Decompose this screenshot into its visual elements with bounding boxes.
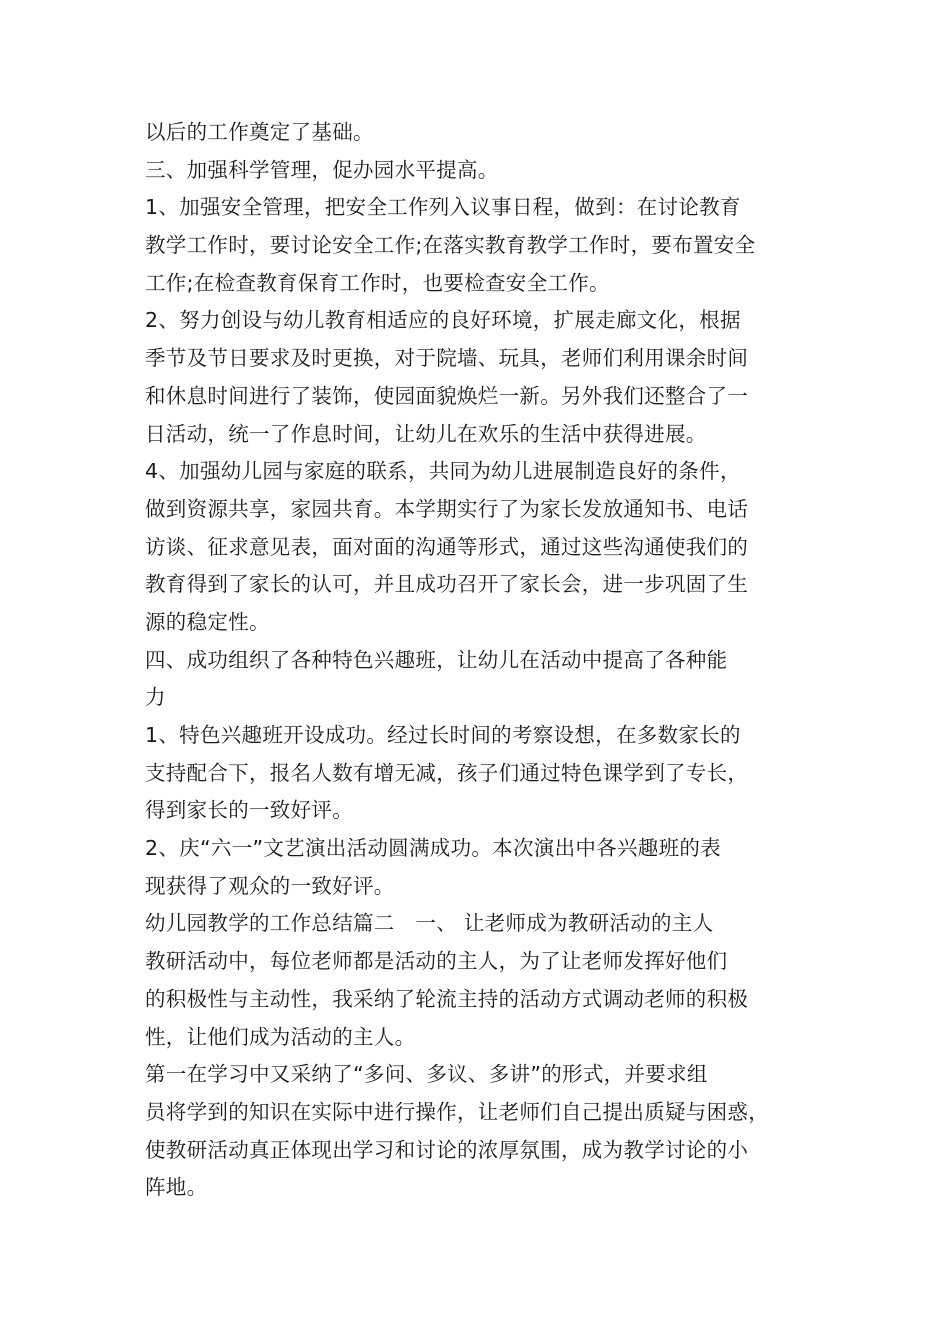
text-line: 2、努力创设与幼儿教育相适应的良好环境，扩展走廊文化，根据 xyxy=(145,308,741,333)
text-line: 季节及节日要求及时更换，对于院墙、玩具，老师们利用课余时间 xyxy=(145,346,749,371)
text-line: 的积极性与主动性，我采纳了轮流主持的活动方式调动老师的积极 xyxy=(145,986,749,1011)
text-line: 做到资源共享，家园共育。本学期实行了为家长发放通知书、电话 xyxy=(145,496,749,521)
text-line: 2、庆“六一”文艺演出活动圆满成功。本次演出中各兴趣班的表 xyxy=(145,836,721,861)
text-line: 教育得到了家长的认可，并且成功召开了家长会，进一步巩固了生 xyxy=(145,572,749,597)
text-line: 1、加强安全管理，把安全工作列入议事日程，做到：在讨论教育 xyxy=(145,195,741,220)
document-body xyxy=(145,114,815,1207)
text-line: 1、特色兴趣班开设成功。经过长时间的考察设想，在多数家长的 xyxy=(145,723,741,747)
section-heading: 四、成功组织了各种特色兴趣班，让幼儿在活动中提高了各种能 xyxy=(145,647,728,672)
section-heading: 三、加强科学管理，促办园水平提高。 xyxy=(145,157,499,182)
text-line: 工作;在检查教育保育工作时，也要检查安全工作。 xyxy=(145,270,610,295)
text-line: 和休息时间进行了装饰，使园面貌焕烂一新。另外我们还整合了一 xyxy=(145,383,749,408)
text-line: 第一在学习中又采纳了“多问、多议、多讲”的形式，并要求组 xyxy=(145,1062,708,1087)
text-line: 得到家长的一致好评。 xyxy=(145,798,353,823)
text-line: 支持配合下，报名人数有增无减，孩子们通过特色课学到了专长， xyxy=(145,760,749,785)
text-line: 现获得了观众的一致好评。 xyxy=(145,873,395,898)
text-line: 员将学到的知识在实际中进行操作，让老师们自己提出质疑与困惑， xyxy=(145,1099,769,1124)
text-line: 4、加强幼儿园与家庭的联系，共同为幼儿进展制造良好的条件， xyxy=(145,459,741,484)
section-heading: 力 xyxy=(145,685,166,710)
text-line: 阵地。 xyxy=(145,1175,208,1200)
text-line: 源的稳定性。 xyxy=(145,609,270,634)
text-line: 访谈、征求意见表，面对面的沟通等形式，通过这些沟通使我们的 xyxy=(145,534,749,559)
article-title: 幼儿园教学的工作总结篇二 一、 让老师成为教研活动的主人 xyxy=(145,911,714,936)
text-line: 教学工作时，要讨论安全工作;在落实教育教学工作时，要布置安全 xyxy=(145,233,756,258)
text-line: 日活动，统一了作息时间，让幼儿在欢乐的生活中获得进展。 xyxy=(145,421,707,446)
text-line: 以后的工作奠定了基础。 xyxy=(145,120,374,144)
text-line: 性，让他们成为活动的主人。 xyxy=(145,1024,416,1049)
text-line: 教研活动中，每位老师都是活动的主人，为了让老师发挥好他们 xyxy=(145,949,728,974)
text-line: 使教研活动真正体现出学习和讨论的浓厚氛围，成为教学讨论的小 xyxy=(145,1137,749,1162)
